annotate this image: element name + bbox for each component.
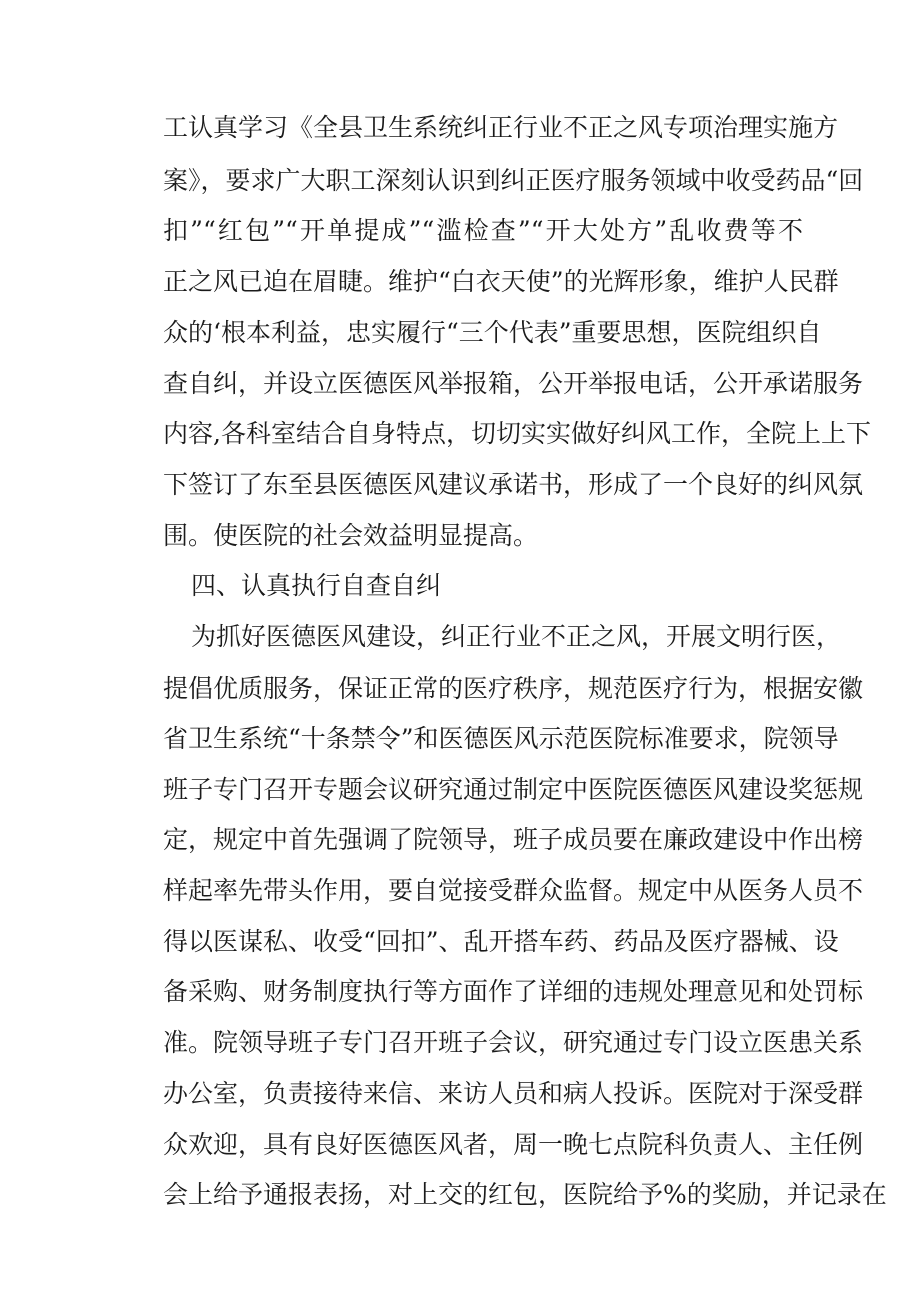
paragraph-line: 会上给予通报表扬，对上交的红包，医院给予%的奖励，并记录在 xyxy=(163,1180,887,1209)
paragraph-line: 省卫生系统“十条禁令”和医德医风示范医院标准要求，院领导 xyxy=(163,724,839,753)
paragraph-line: 正之风已迫在眉睫。维护“白衣天使”的光辉形象，维护人民群 xyxy=(163,267,839,296)
paragraph-line: 查自纠，并设立医德医风举报箱，公开举报电话，公开承诺服务 xyxy=(163,369,864,398)
paragraph-line: 样起率先带头作用，要自觉接受群众监督。规定中从医务人员不 xyxy=(163,876,864,905)
paragraph-line: 内容,各科室结合自身特点，切切实实做好纠风工作，全院上上下 xyxy=(163,419,871,448)
paragraph-line: 围。使医院的社会效益明显提高。 xyxy=(163,521,539,550)
paragraph-line: 工认真学习《全县卫生系统纠正行业不正之风专项治理实施方 xyxy=(163,113,839,142)
paragraph-line: 众欢迎，具有良好医德医风者，周一晚七点院科负责人、主任例 xyxy=(163,1130,864,1159)
paragraph-line: 备采购、财务制度执行等方面作了详细的违规处理意见和处罚标 xyxy=(163,977,864,1006)
paragraph-line: 班子专门召开专题会议研究通过制定中医院医德医风建设奖惩规 xyxy=(163,775,864,804)
paragraph-line: 案》，要求广大职工深刻认识到纠正医疗服务领域中收受药品“回 xyxy=(163,166,864,195)
paragraph-line: 扣”“红包”“开单提成”“滥检查”“开大处方”乱收费等不 xyxy=(163,216,803,245)
paragraph-line: 得以医谋私、收受“回扣”、乱开搭车药、药品及医疗器械、设 xyxy=(163,927,839,956)
section-heading: 四、认真执行自查自纠 xyxy=(191,571,442,600)
paragraph-line: 定，规定中首先强调了院领导，班子成员要在廉政建设中作出榜 xyxy=(163,825,864,854)
paragraph-line: 众的‘根本利益，忠实履行“三个代表”重要思想，医院组织自 xyxy=(163,318,822,347)
paragraph-line: 准。院领导班子专门召开班子会议，研究通过专门设立医患关系 xyxy=(163,1028,864,1057)
paragraph-line: 办公室，负责接待来信、来访人员和病人投诉。医院对于深受群 xyxy=(163,1079,864,1108)
paragraph-line: 提倡优质服务，保证正常的医疗秩序，规范医疗行为，根据安徽 xyxy=(163,674,864,703)
paragraph-line: 下签订了东至县医德医风建议承诺书，形成了一个良好的纠风氛 xyxy=(163,470,864,499)
paragraph-line: 为抓好医德医风建设，纠正行业不正之风，开展文明行医， xyxy=(191,622,842,651)
